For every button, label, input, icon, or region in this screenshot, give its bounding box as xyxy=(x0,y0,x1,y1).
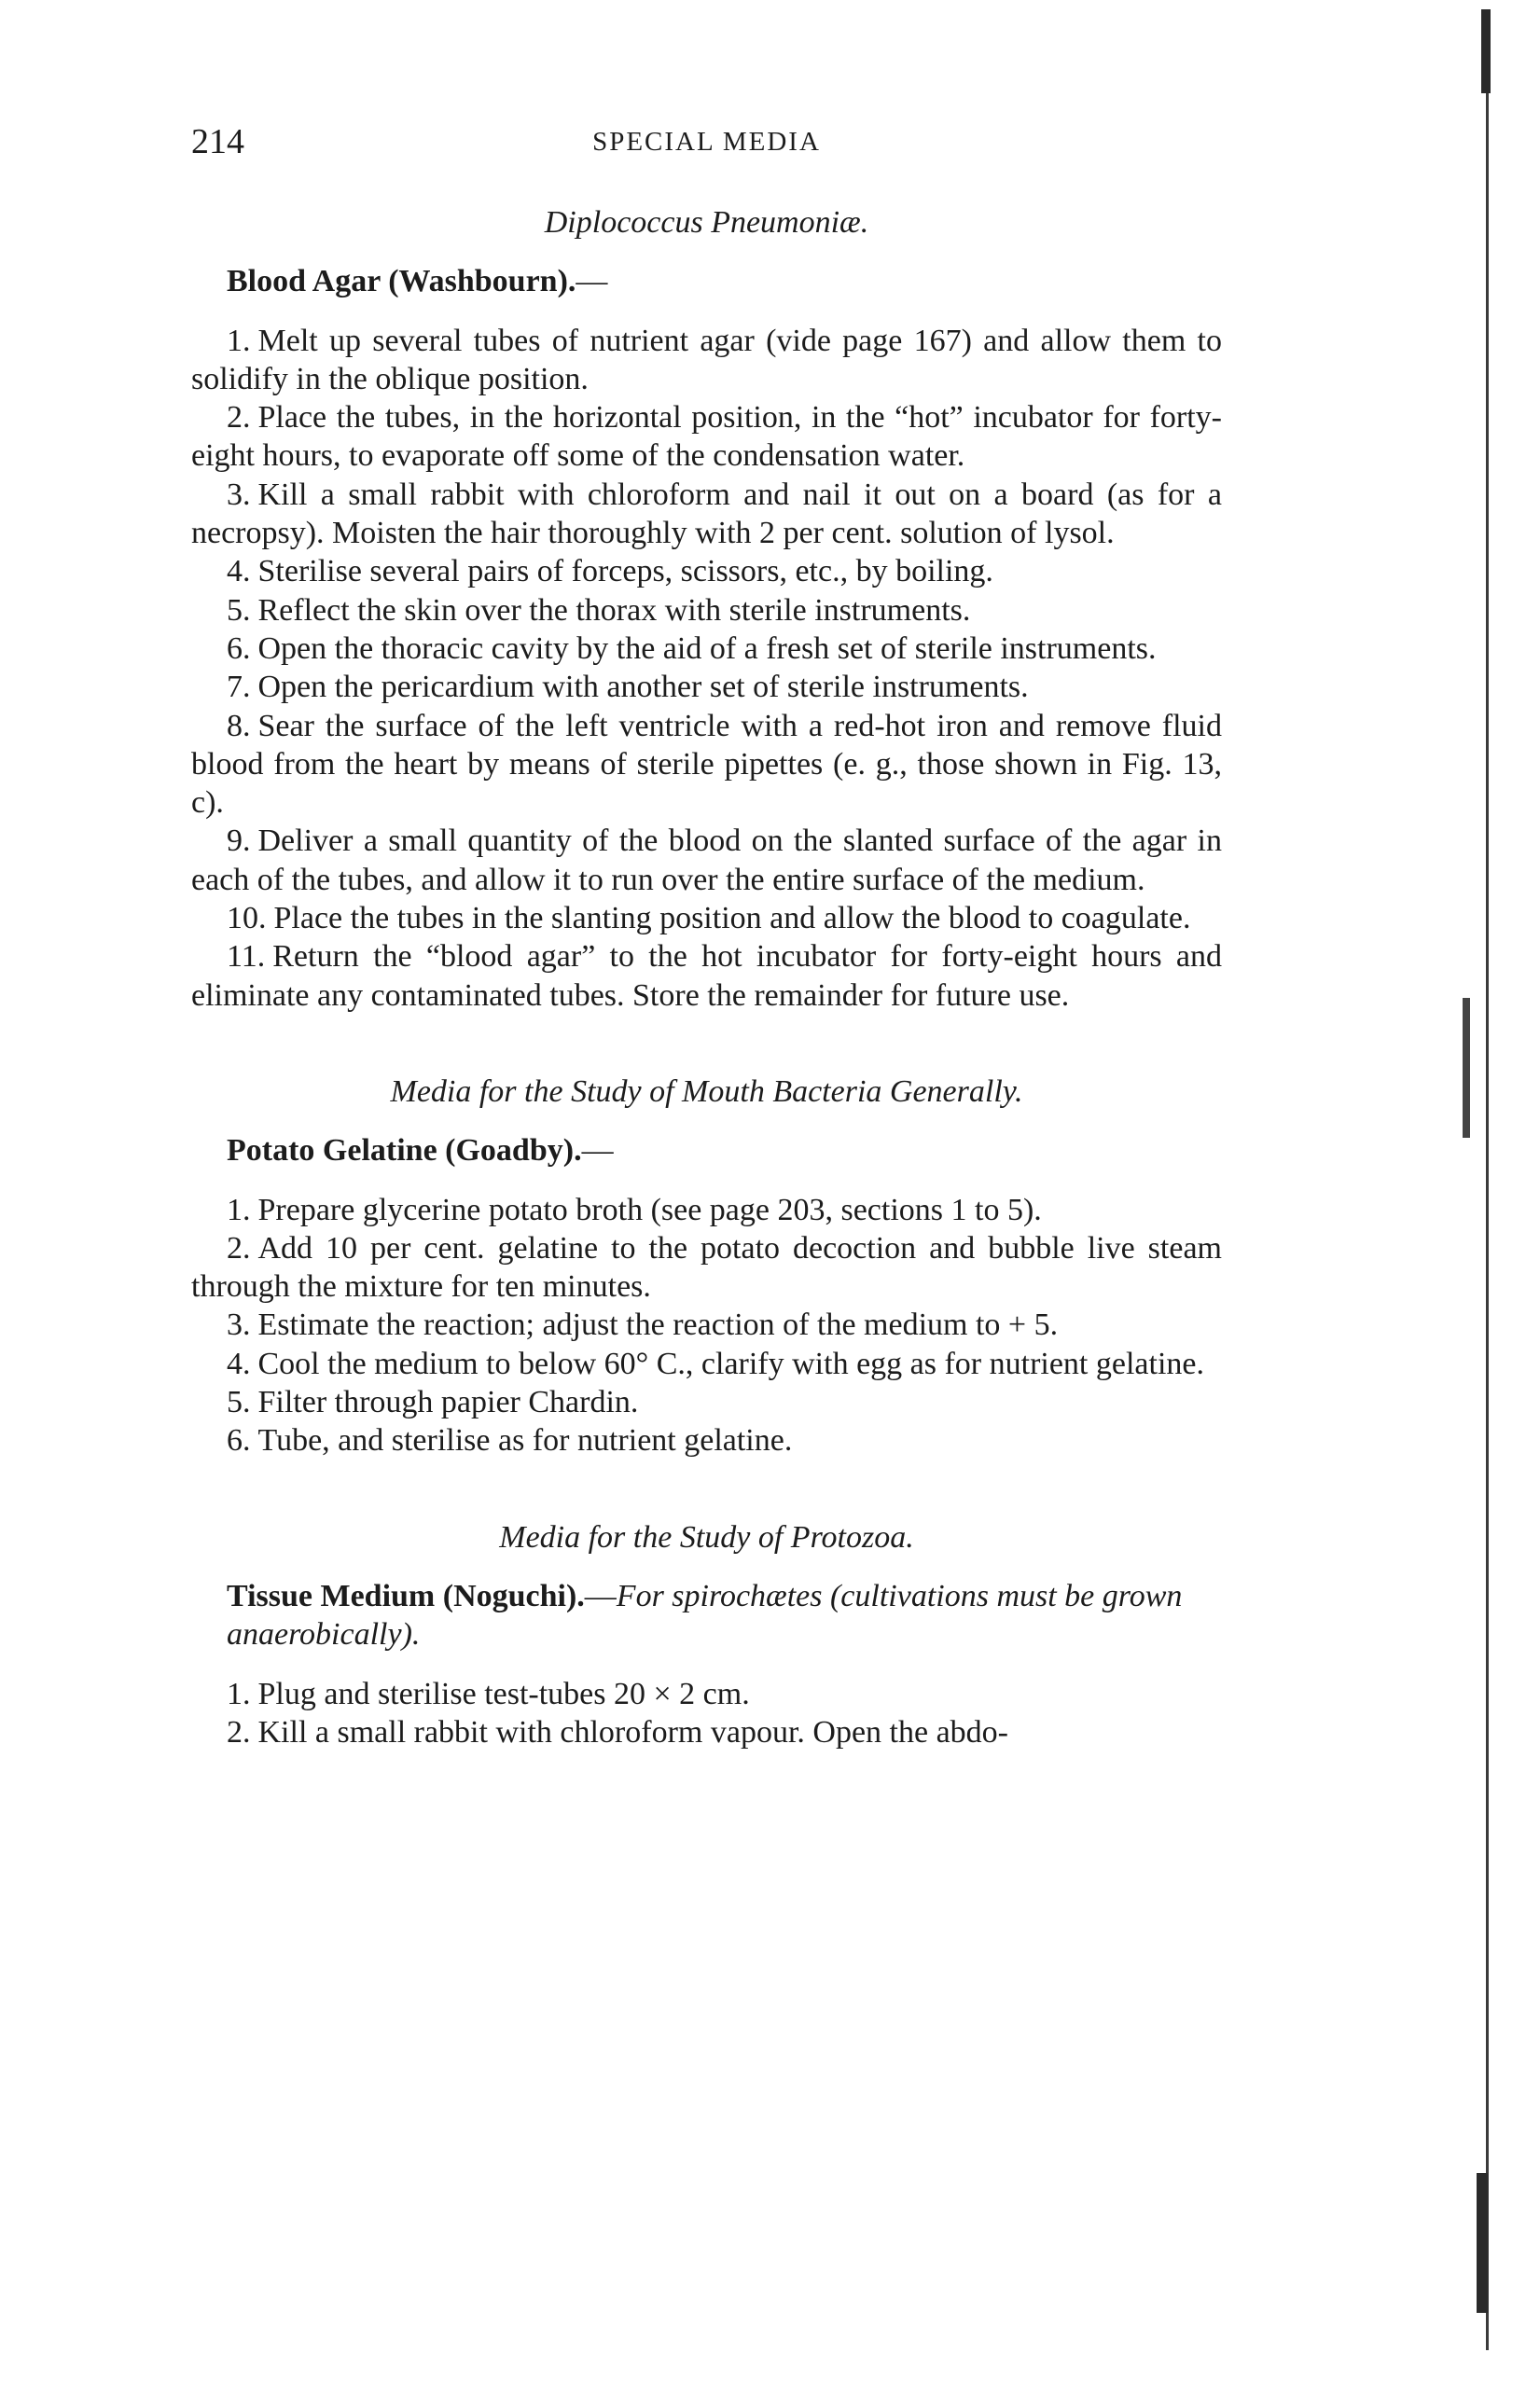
step-item: 2. Add 10 per cent. gelatine to the potato decoction and bubble live steam through the mixture for ten minutes. xyxy=(191,1230,1222,1305)
step-item: 3. Kill a small rabbit with chloroform and nail it out on a board (as for a necropsy). Moisten the hair thoroughly with 2 per cent. solution of lysol. xyxy=(191,477,1222,551)
step-item: 6. Tube, and sterilise as for nutrient gelatine. xyxy=(227,1423,793,1459)
running-title: SPECIAL MEDIA xyxy=(592,127,821,157)
entry-heading xyxy=(191,1577,1222,1654)
section-title: Media for the Study of Mouth Bacteria Generally. xyxy=(390,1073,1023,1109)
entry-dash: — xyxy=(584,1578,617,1613)
entry-name: Blood Agar (Washbourn). xyxy=(227,264,576,299)
page-number: 214 xyxy=(191,122,244,161)
entry-heading xyxy=(191,262,1222,300)
body-text xyxy=(191,203,1222,1751)
step-item: 5. Reflect the skin over the thorax with sterile instruments. xyxy=(227,592,971,628)
step-item: 1. Prepare glycerine potato broth (see page 203, sections 1 to 5). xyxy=(227,1192,1042,1227)
section-title: Media for the Study of Protozoa. xyxy=(499,1519,914,1555)
step-item: 10. Place the tubes in the slanting position and allow the blood to coagulate. xyxy=(227,901,1191,936)
page-header xyxy=(191,121,1222,168)
step-item: 1. Melt up several tubes of nutrient agar (vide page 167) and allow them to solidify in the oblique position. xyxy=(191,323,1222,396)
entry-dash: — xyxy=(581,1133,614,1169)
entry-dash: — xyxy=(576,264,608,299)
step-item: 9. Deliver a small quantity of the blood on the slanted surface of the agar in each of the tubes, and allow it to run over the entire surface of the medium. xyxy=(191,823,1222,897)
step-item: 2. Kill a small rabbit with chloroform vapour. Open the abdo- xyxy=(227,1714,1008,1750)
section-title: Diplococcus Pneumoniæ. xyxy=(544,205,869,240)
step-item: 7. Open the pericardium with another set of sterile instruments. xyxy=(227,670,1029,705)
step-item: 3. Estimate the reaction; adjust the reaction of the medium to + 5. xyxy=(227,1308,1059,1343)
step-item: 2. Place the tubes, in the horizontal position, in the “hot” incubator for forty-eight hours, to evaporate off some of the condensation water. xyxy=(191,400,1222,474)
entry-name: Potato Gelatine (Goadby). xyxy=(227,1133,582,1169)
scan-edge-mark xyxy=(1477,2173,1488,2313)
entry-heading xyxy=(191,1131,1222,1169)
scan-edge-mark xyxy=(1463,998,1470,1138)
entry-name: Tissue Medium (Noguchi). xyxy=(227,1578,585,1613)
scan-edge-mark xyxy=(1481,9,1491,93)
step-item: 5. Filter through papier Chardin. xyxy=(227,1385,639,1420)
step-item: 11. Return the “blood agar” to the hot incubator for forty-eight hours and eliminate any contaminated tubes. Store the remainder for future use. xyxy=(191,939,1222,1013)
step-item: 4. Sterilise several pairs of forceps, scissors, etc., by boiling. xyxy=(227,554,993,589)
step-item: 6. Open the thoracic cavity by the aid of a fresh set of sterile instruments. xyxy=(227,630,1157,666)
step-item: 4. Cool the medium to below 60° C., clarify with egg as for nutrient gelatine. xyxy=(227,1346,1204,1381)
step-item: 8. Sear the surface of the left ventricle with a red-hot iron and remove fluid blood from the heart by means of sterile pipettes (e. g., those shown in Fig. 13, c). xyxy=(191,708,1222,821)
step-item: 1. Plug and sterilise test-tubes 20 × 2 cm. xyxy=(227,1676,750,1711)
scan-edge-mark xyxy=(1486,93,1489,2350)
entry-description: For spirochætes (cultivations must be grown anaerobically). xyxy=(227,1578,1183,1653)
